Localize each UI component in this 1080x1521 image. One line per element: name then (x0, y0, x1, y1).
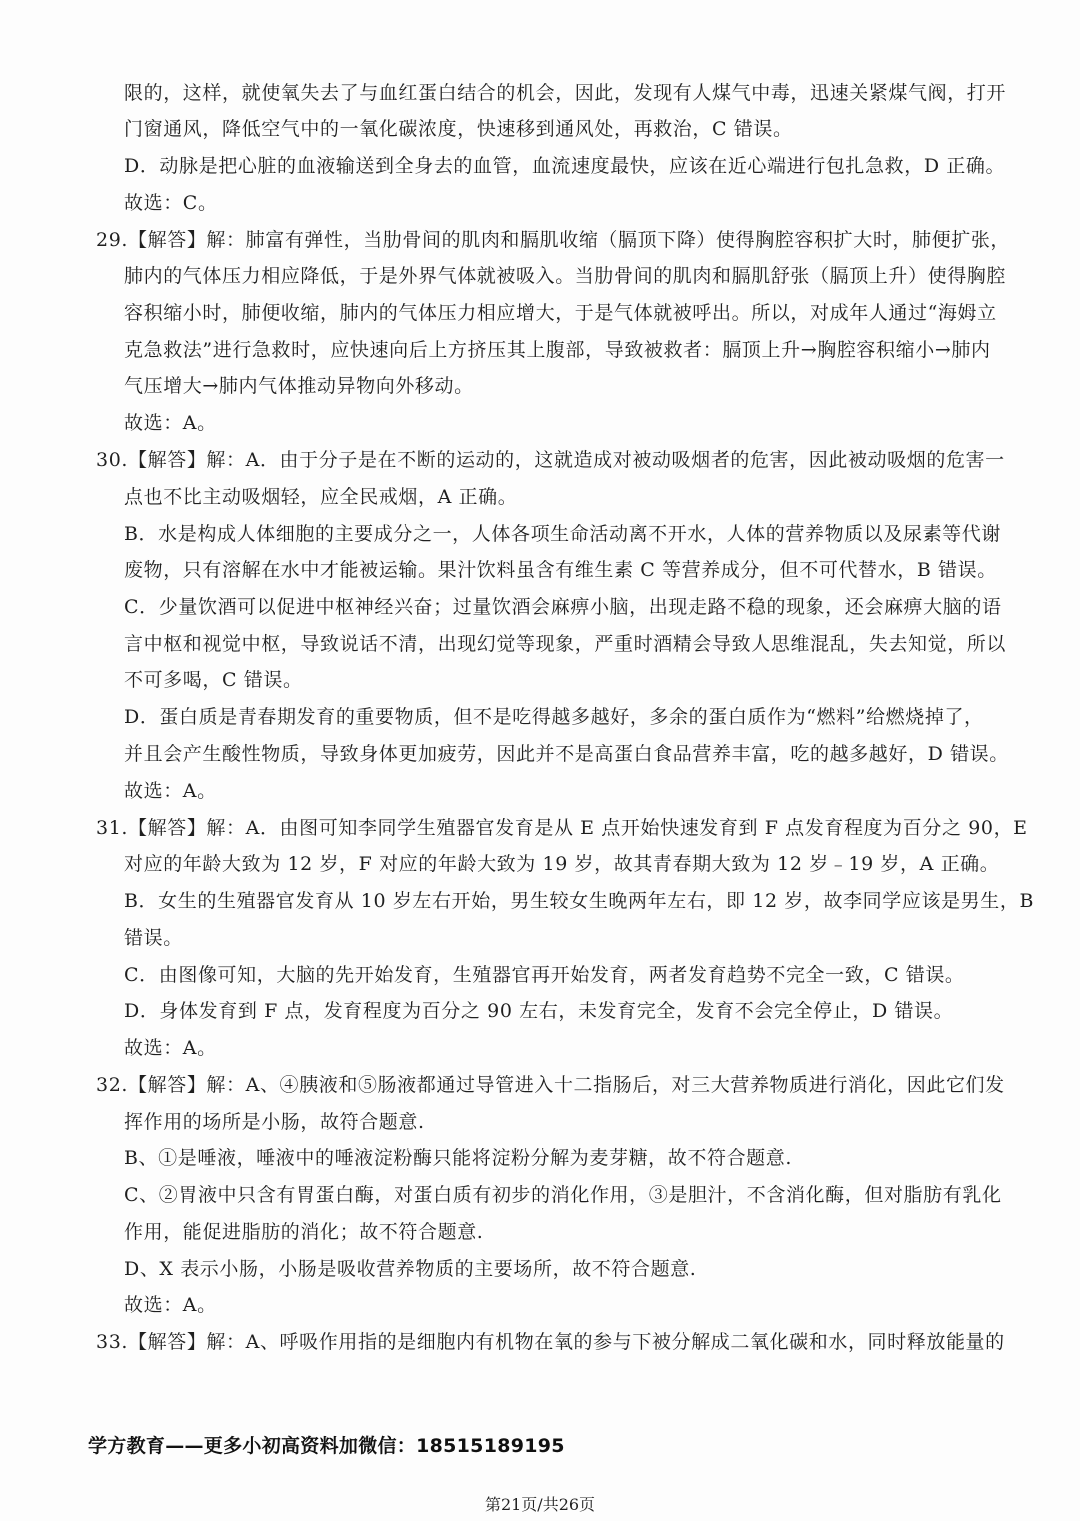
text-line: 气压增大→肺内气体推动异物向外移动。 (124, 375, 474, 397)
text-line: D、X 表示小肠，小肠是吸收营养物质的主要场所，故不符合题意. (124, 1258, 697, 1280)
text-line: 错误。 (124, 927, 183, 949)
text-line: 对应的年龄大致为 12 岁，F 对应的年龄大致为 19 岁，故其青春期大致为 12 岁﹣19 岁，A 正确。 (124, 853, 1000, 875)
text-line: B、①是唾液，唾液中的唾液淀粉酶只能将淀粉分解为麦芽糖，故不符合题意. (124, 1147, 793, 1169)
text-line: B．水是构成人体细胞的主要成分之一，人体各项生命活动离不开水，人体的营养物质以及尿素等代谢 (124, 523, 1001, 545)
text-line: C．由图像可知，大脑的先开始发育，生殖器官再开始发育，两者发育趋势不完全一致，C 错误。 (124, 964, 965, 986)
text-line: 肺内的气体压力相应降低，于是外界气体就被吸入。当肋骨间的肌肉和膈肌舒张（膈顶上升）使得胸腔 (124, 265, 1007, 287)
question-29-heading: 29.【解答】解：肺富有弹性，当肋骨间的肌肉和膈肌收缩（膈顶下降）使得胸腔容积扩大时，肺便扩张， (96, 229, 1011, 251)
text-line: B．女生的生殖器官发育从 10 岁左右开始，男生较女生晚两年左右，即 12 岁，故李同学应该是男生，B (124, 890, 1035, 912)
text-line: 故选：C。 (124, 192, 218, 214)
text-line: C．少量饮酒可以促进中枢神经兴奋；过量饮酒会麻痹小脑，出现走路不稳的现象，还会麻痹大脑的语 (124, 596, 1002, 618)
text-line: 故选：A。 (124, 780, 217, 802)
text-line: D．蛋白质是青春期发育的重要物质，但不是吃得越多越好，多余的蛋白质作为“燃料”给燃烧掉了， (124, 706, 984, 728)
text-line: 门窗通风，降低空气中的一氧化碳浓度，快速移到通风处，再救治，C 错误。 (124, 118, 793, 140)
text-line: 克急救法”进行急救时，应快速向后上方挤压其上腹部，导致被救者：膈顶上升→胸腔容积缩小→肺内 (124, 339, 991, 361)
text-line: 故选：A。 (124, 1294, 217, 1316)
text-line: 点也不比主动吸烟轻，应全民戒烟，A 正确。 (124, 486, 518, 508)
question-33-heading: 33.【解答】解：A、呼吸作用指的是细胞内有机物在氧的参与下被分解成二氧化碳和水，同时释放能量的 (96, 1331, 1005, 1353)
text-line: 限的，这样，就使氧失去了与血红蛋白结合的机会，因此，发现有人煤气中毒，迅速关紧煤气阀，打开 (124, 82, 1007, 104)
text-line: 并且会产生酸性物质，导致身体更加疲劳，因此并不是高蛋白食品营养丰富，吃的越多越好，D 错误。 (124, 743, 1009, 765)
text-line: 故选：A。 (124, 1037, 217, 1059)
text-line: 挥作用的场所是小肠，故符合题意. (124, 1111, 425, 1133)
text-line: 故选：A。 (124, 412, 217, 434)
question-31-heading: 31.【解答】解：A．由图可知李同学生殖器官发育是从 E 点开始快速发育到 F 点发育程度为百分之 90，E (96, 817, 1028, 839)
text-line: D．动脉是把心脏的血液输送到全身去的血管，血流速度最快，应该在近心端进行包扎急救，D 正确。 (124, 155, 1006, 177)
text-line: D．身体发育到 F 点，发育程度为百分之 90 左右，未发育完全，发育不会完全停止，D 错误。 (124, 1000, 954, 1022)
text-line: 言中枢和视觉中枢，导致说话不清，出现幻觉等现象，严重时酒精会导致人思维混乱，失去知觉，所以 (124, 633, 1007, 655)
text-line: 不可多喝，C 错误。 (124, 669, 303, 691)
text-line: 容积缩小时，肺便收缩，肺内的气体压力相应增大，于是气体就被呼出。所以，对成年人通过“海姆立 (124, 302, 997, 324)
text-line: C、②胃液中只含有胃蛋白酶，对蛋白质有初步的消化作用，③是胆汁，不含消化酶，但对脂肪有乳化 (124, 1184, 1002, 1206)
question-30-heading: 30.【解答】解：A．由于分子是在不断的运动的，这就造成对被动吸烟者的危害，因此被动吸烟的危害一 (96, 449, 1005, 471)
question-32-heading: 32.【解答】解：A、④胰液和⑤肠液都通过导管进入十二指肠后，对三大营养物质进行消化，因此它们发 (96, 1074, 1005, 1096)
text-line: 废物，只有溶解在水中才能被运输。果汁饮料虽含有维生素 C 等营养成分，但不可代替水，B 错误。 (124, 559, 997, 581)
text-line: 作用，能促进脂肪的消化；故不符合题意. (124, 1221, 484, 1243)
page-number: 第21页/共26页 (484, 1495, 596, 1514)
footer-advertisement: 学方教育——更多小初高资料加微信：18515189195 (88, 1435, 565, 1457)
